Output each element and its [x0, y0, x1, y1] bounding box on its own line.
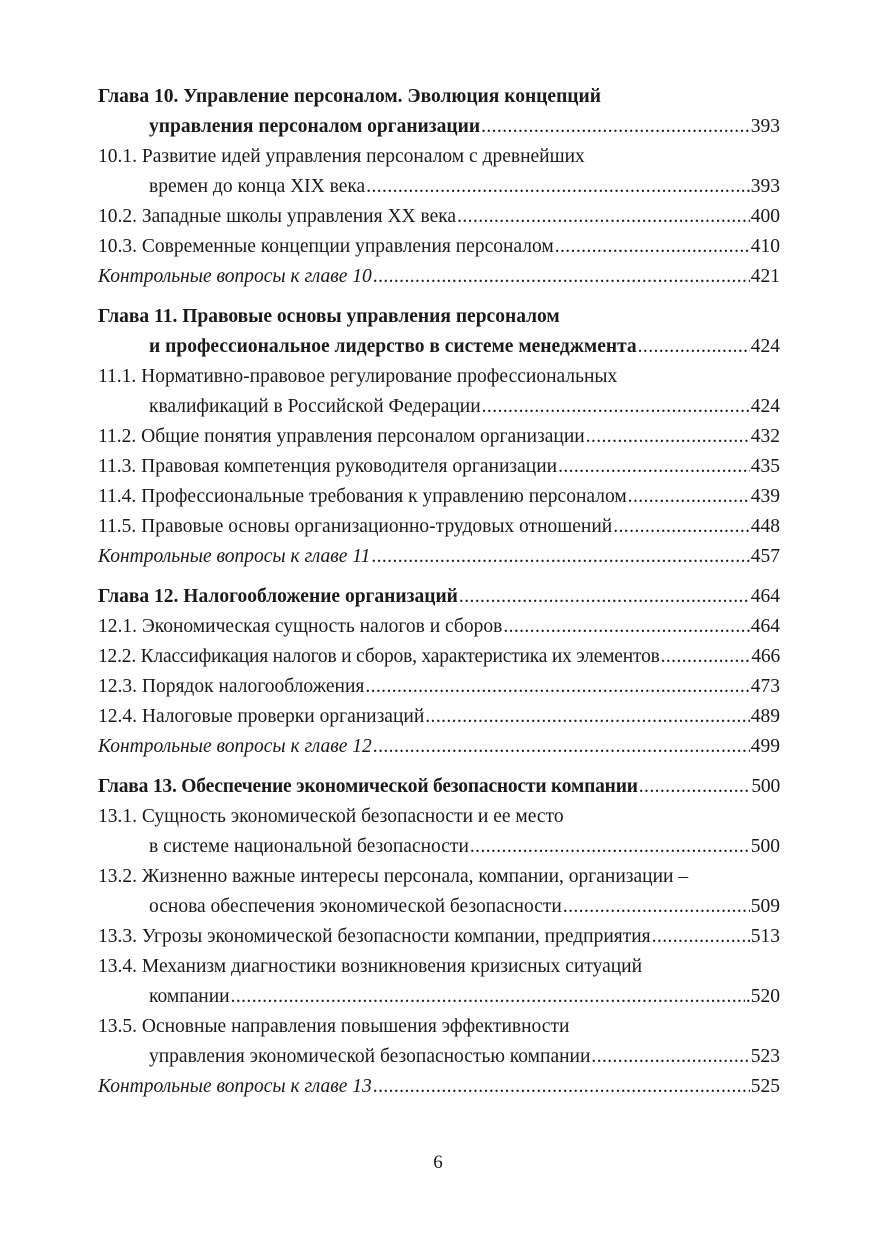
page-ref: 466: [751, 646, 780, 667]
dot-leader: [563, 892, 750, 922]
page-ref: 439: [750, 486, 780, 507]
chapter-title: [98, 302, 780, 332]
chapter-title: Глава 13. Обеспечение экономической безопасности компании: [98, 776, 638, 797]
control-questions: Контрольные вопросы к главе 12: [98, 736, 372, 757]
page-ref: 499: [750, 736, 780, 757]
dot-leader: [371, 542, 745, 572]
section-title: 11.5. Правовые основы организационно-трудовых отношений: [98, 516, 613, 537]
toc-entry: [98, 772, 780, 802]
control-questions: Контрольные вопросы к главе 10: [98, 266, 372, 287]
page-ref: 523: [750, 1046, 780, 1067]
page-ref: 421: [750, 266, 780, 287]
toc-entry: [98, 582, 780, 612]
section-title: 13.3. Угрозы экономической безопасности компании, предприятия: [98, 926, 651, 947]
toc-entry: [98, 892, 780, 922]
section-title: 11.1. Нормативно-правовое регулирование профессиональных: [98, 366, 618, 387]
page-ref: 464: [750, 616, 780, 637]
toc-entry: [98, 452, 780, 482]
page-ref: 432: [750, 426, 780, 447]
chapter-title: Глава 12. Налогообложение организаций: [98, 586, 458, 607]
section-title: 11.2. Общие понятия управления персоналом организации: [98, 426, 585, 447]
dot-leader: [555, 232, 750, 262]
section-title: 12.3. Порядок налогообложения: [98, 676, 365, 697]
page-ref: 400: [750, 206, 780, 227]
page-ref: 500: [750, 836, 780, 857]
page-ref: 500: [751, 776, 780, 797]
toc-entry: [98, 262, 780, 292]
dot-leader: [638, 332, 750, 362]
section-title: 10.1. Развитие идей управления персоналом с древнейших: [98, 146, 585, 167]
dot-leader: [481, 112, 750, 142]
dot-leader: [373, 262, 750, 292]
toc-entry: [98, 512, 780, 542]
toc-entry: [98, 482, 780, 512]
toc-chapter-13: [98, 772, 780, 1102]
page-ref: .457: [745, 546, 780, 567]
toc-entry: [98, 1042, 780, 1072]
dot-leader: [639, 772, 751, 802]
page-ref: 424: [750, 396, 780, 417]
section-title: 13.2. Жизненно важные интересы персонала, компании, организации –: [98, 866, 689, 887]
toc-entry: [98, 612, 780, 642]
page-ref: 448: [750, 516, 780, 537]
section-title: 11.4. Профессиональные требования к управлению персоналом: [98, 486, 627, 507]
page-ref: 435: [750, 456, 780, 477]
page-ref: 525: [750, 1076, 780, 1097]
toc-entry: [98, 732, 780, 762]
toc-entry: [98, 1072, 780, 1102]
toc-entry: [98, 232, 780, 262]
dot-leader: [586, 422, 750, 452]
page-number: 6: [433, 1152, 443, 1173]
page-ref: 393: [750, 116, 780, 137]
toc-chapter-12: [98, 582, 780, 762]
page-ref: 410: [750, 236, 780, 257]
chapter-title-line2: управления персоналом организации: [149, 116, 481, 137]
toc-entry: [98, 642, 780, 672]
page-ref: 424: [750, 336, 780, 357]
section-title: 12.1. Экономическая сущность налогов и сборов: [98, 616, 503, 637]
page-ref: 513: [750, 926, 780, 947]
dot-leader: [231, 982, 745, 1012]
toc-entry: [98, 112, 780, 142]
dot-leader: [366, 172, 750, 202]
section-title-line2: компании: [149, 986, 230, 1007]
dot-leader: [613, 512, 750, 542]
section-title: 10.3. Современные концепции управления персоналом: [98, 236, 554, 257]
dot-leader: [591, 1042, 749, 1072]
dot-leader: [457, 202, 750, 232]
page-ref: .520: [745, 986, 780, 1007]
toc-entry: [98, 202, 780, 232]
page-ref: 393: [750, 176, 780, 197]
dot-leader: [459, 582, 750, 612]
section-title: 13.1. Сущность экономической безопасности и ее место: [98, 806, 564, 827]
chapter-title-line1: Глава 11. Правовые основы управления персоналом: [98, 306, 560, 327]
section-title-line2: квалификаций в Российской Федерации: [149, 396, 481, 417]
dot-leader: [661, 642, 751, 672]
dot-leader: [482, 392, 750, 422]
toc-entry: [98, 332, 780, 362]
section-title: 12.4. Налоговые проверки организаций: [98, 706, 425, 727]
dot-leader: [470, 832, 750, 862]
toc-chapter-10: [98, 82, 780, 292]
page-ref: 489: [750, 706, 780, 727]
section-title: 13.5. Основные направления повышения эффективности: [98, 1016, 570, 1037]
section-title: 10.2. Западные школы управления XX века: [98, 206, 457, 227]
toc-entry: [98, 542, 780, 572]
dot-leader: [365, 672, 749, 702]
dot-leader: [558, 452, 750, 482]
section-title: 13.4. Механизм диагностики возникновения кризисных ситуаций: [98, 956, 643, 977]
dot-leader: [373, 732, 750, 762]
dot-leader: [503, 612, 749, 642]
control-questions: Контрольные вопросы к главе 13: [98, 1076, 372, 1097]
chapter-title-line2: и профессиональное лидерство в системе менеджмента: [149, 336, 637, 357]
toc-entry: [98, 702, 780, 732]
toc-entry: [98, 832, 780, 862]
dot-leader: [652, 922, 750, 952]
table-of-contents: [98, 82, 780, 1102]
control-questions: Контрольные вопросы к главе 11: [98, 546, 371, 567]
toc-entry: [98, 922, 780, 952]
page-ref: 464: [750, 586, 780, 607]
section-title-line2: управления экономической безопасностью компании: [149, 1046, 591, 1067]
section-title-line2: основа обеспечения экономической безопасности: [149, 896, 562, 917]
dot-leader: [628, 482, 750, 512]
page-ref: 473: [750, 676, 780, 697]
section-title-line2: в системе национальной безопасности: [149, 836, 469, 857]
section-title-line2: времен до конца XIX века: [149, 176, 366, 197]
toc-entry: [98, 672, 780, 702]
toc-entry: [98, 172, 780, 202]
dot-leader: [373, 1072, 750, 1102]
section-title: 11.3. Правовая компетенция руководителя организации: [98, 456, 558, 477]
toc-entry: [98, 392, 780, 422]
dot-leader: [425, 702, 749, 732]
page-ref: 509: [750, 896, 780, 917]
section-title: 12.2. Классификация налогов и сборов, характеристика их элементов: [98, 646, 660, 667]
toc-chapter-11: [98, 302, 780, 572]
toc-entry: [98, 422, 780, 452]
chapter-title: [98, 82, 780, 112]
toc-entry: [98, 982, 780, 1012]
chapter-title-line1: Глава 10. Управление персоналом. Эволюция концепций: [98, 86, 602, 107]
